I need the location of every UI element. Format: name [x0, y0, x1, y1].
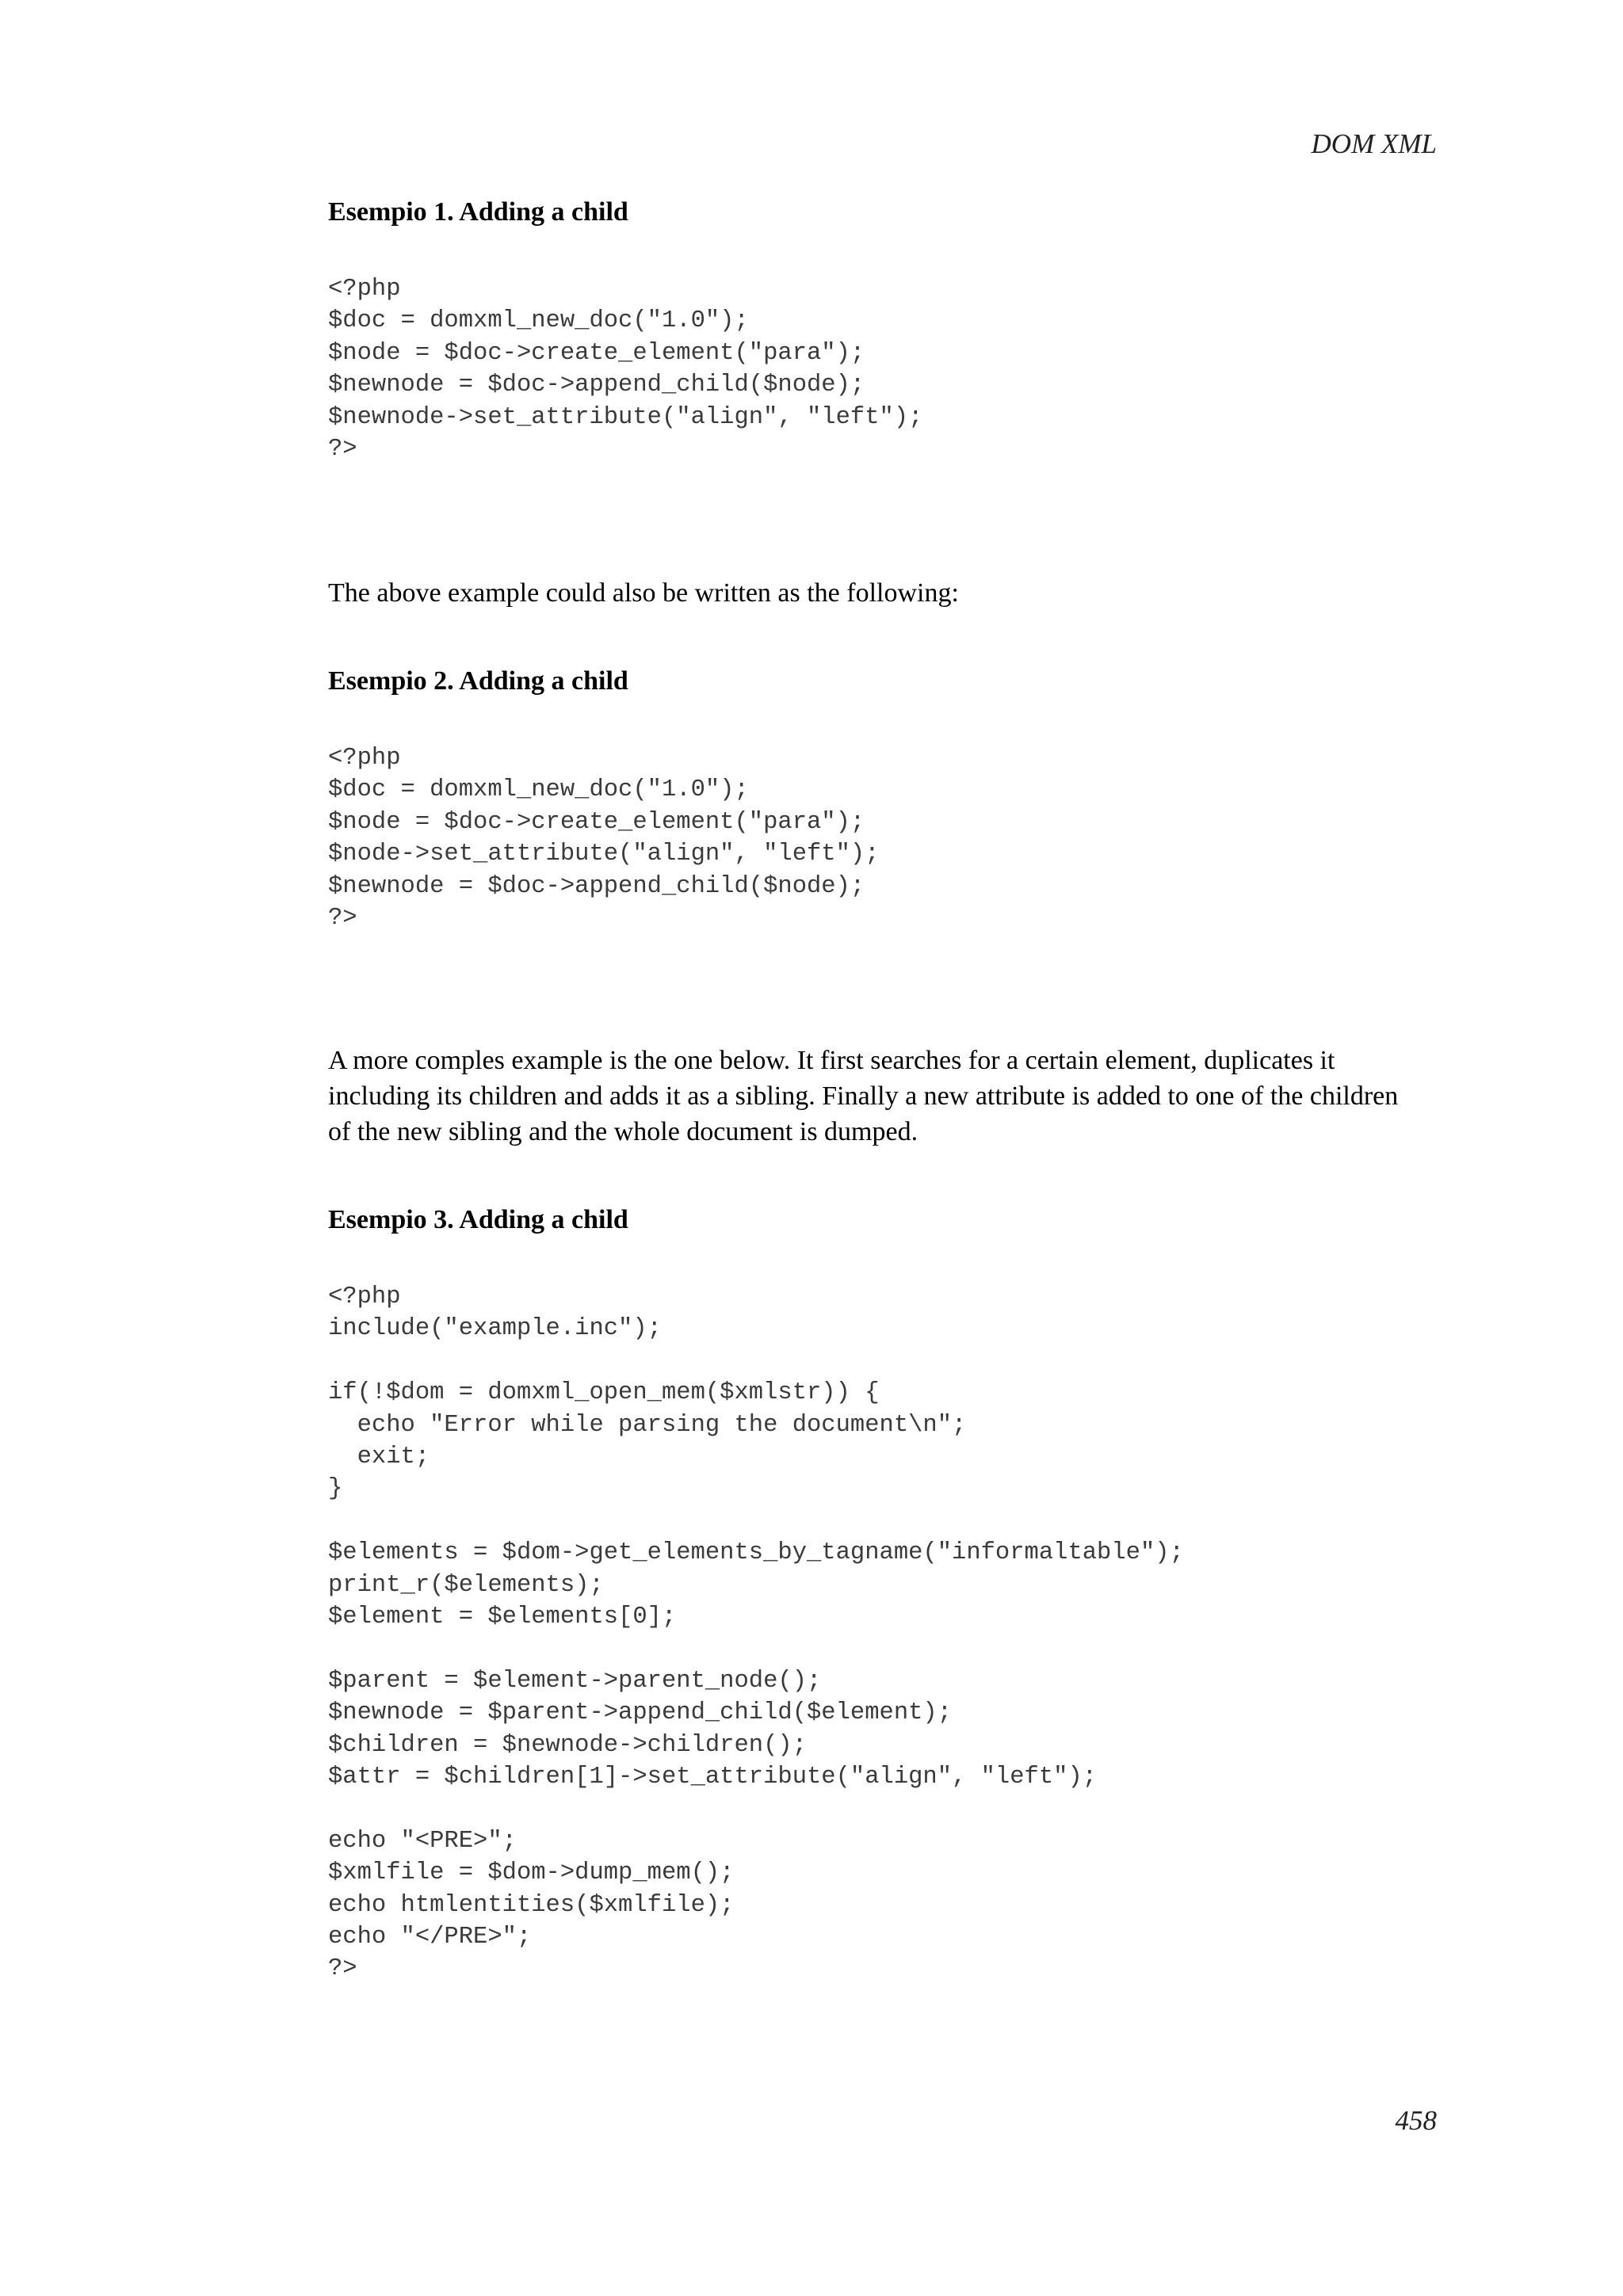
paragraph-line: including its children and adds it as a sibling. Finally a new attribute is added to one of the children [328, 1081, 1399, 1111]
code-line: ?> [328, 1955, 357, 1983]
code-line: exit; [328, 1444, 430, 1471]
code-line: $xmlfile = $dom->dump_mem(); [328, 1859, 735, 1887]
code-line: $newnode = $doc->append_child($node); [328, 872, 865, 900]
code-line: $elements = $dom->get_elements_by_tagname("informaltable"); [328, 1539, 1184, 1567]
code-line: echo htmlentities($xmlfile); [328, 1891, 735, 1919]
code-line: echo "</PRE>"; [328, 1924, 532, 1951]
example-2-code [328, 742, 1438, 934]
body-paragraph [328, 575, 1438, 611]
example-3 [328, 1203, 1438, 1985]
example-1 [328, 195, 1438, 465]
code-line [328, 1633, 1438, 1665]
code-line: echo "<PRE>"; [328, 1827, 517, 1855]
paragraph-line: A more comples example is the one below. It first searches for a certain element, duplicates it [328, 1046, 1335, 1075]
code-line [328, 1793, 1438, 1825]
example-3-code [328, 1281, 1438, 1985]
example-1-title: Esempio 1. Adding a child [328, 197, 628, 227]
code-line: $node = $doc->create_element("para"); [328, 808, 865, 836]
code-line: <?php [328, 1283, 401, 1310]
example-1-code [328, 273, 1438, 465]
code-line: ?> [328, 905, 357, 933]
page-number: 458 [1395, 2105, 1437, 2136]
code-line: $node->set_attribute("align", "left"); [328, 841, 880, 868]
code-line: $parent = $element->parent_node(); [328, 1667, 822, 1695]
code-line: $element = $elements[0]; [328, 1604, 677, 1631]
code-line: <?php [328, 745, 401, 772]
code-line [328, 1505, 1438, 1537]
body-paragraph [328, 1043, 1438, 1150]
code-line: if(!$dom = domxml_open_mem($xmlstr)) { [328, 1379, 880, 1407]
code-line [328, 1345, 1438, 1377]
example-2-title: Esempio 2. Adding a child [328, 666, 628, 696]
code-line: $children = $newnode->children(); [328, 1731, 807, 1759]
code-line: } [328, 1475, 343, 1503]
code-line: $newnode->set_attribute("align", "left"); [328, 403, 923, 431]
code-line: $newnode = $doc->append_child($node); [328, 372, 865, 399]
running-header-title: DOM XML [1311, 128, 1437, 159]
code-line: $attr = $children[1]->set_attribute("align", "left"); [328, 1764, 1098, 1791]
code-line: include("example.inc"); [328, 1315, 662, 1343]
example-3-title: Esempio 3. Adding a child [328, 1205, 628, 1234]
paragraph-line: of the new sibling and the whole document is dumped. [328, 1117, 918, 1146]
code-line: $node = $doc->create_element("para"); [328, 339, 865, 367]
paragraph-1 [328, 575, 1438, 611]
code-line: $doc = domxml_new_doc("1.0"); [328, 776, 749, 804]
code-line: $newnode = $parent->append_child($element); [328, 1699, 953, 1727]
code-line: <?php [328, 276, 401, 303]
code-line: ?> [328, 436, 357, 463]
example-2 [328, 664, 1438, 934]
code-line: echo "Error while parsing the document\n"; [328, 1411, 967, 1439]
code-line: $doc = domxml_new_doc("1.0"); [328, 307, 749, 335]
paragraph-line: The above example could also be written as the following: [328, 578, 959, 608]
paragraph-2 [328, 1043, 1438, 1150]
code-line: print_r($elements); [328, 1571, 604, 1599]
